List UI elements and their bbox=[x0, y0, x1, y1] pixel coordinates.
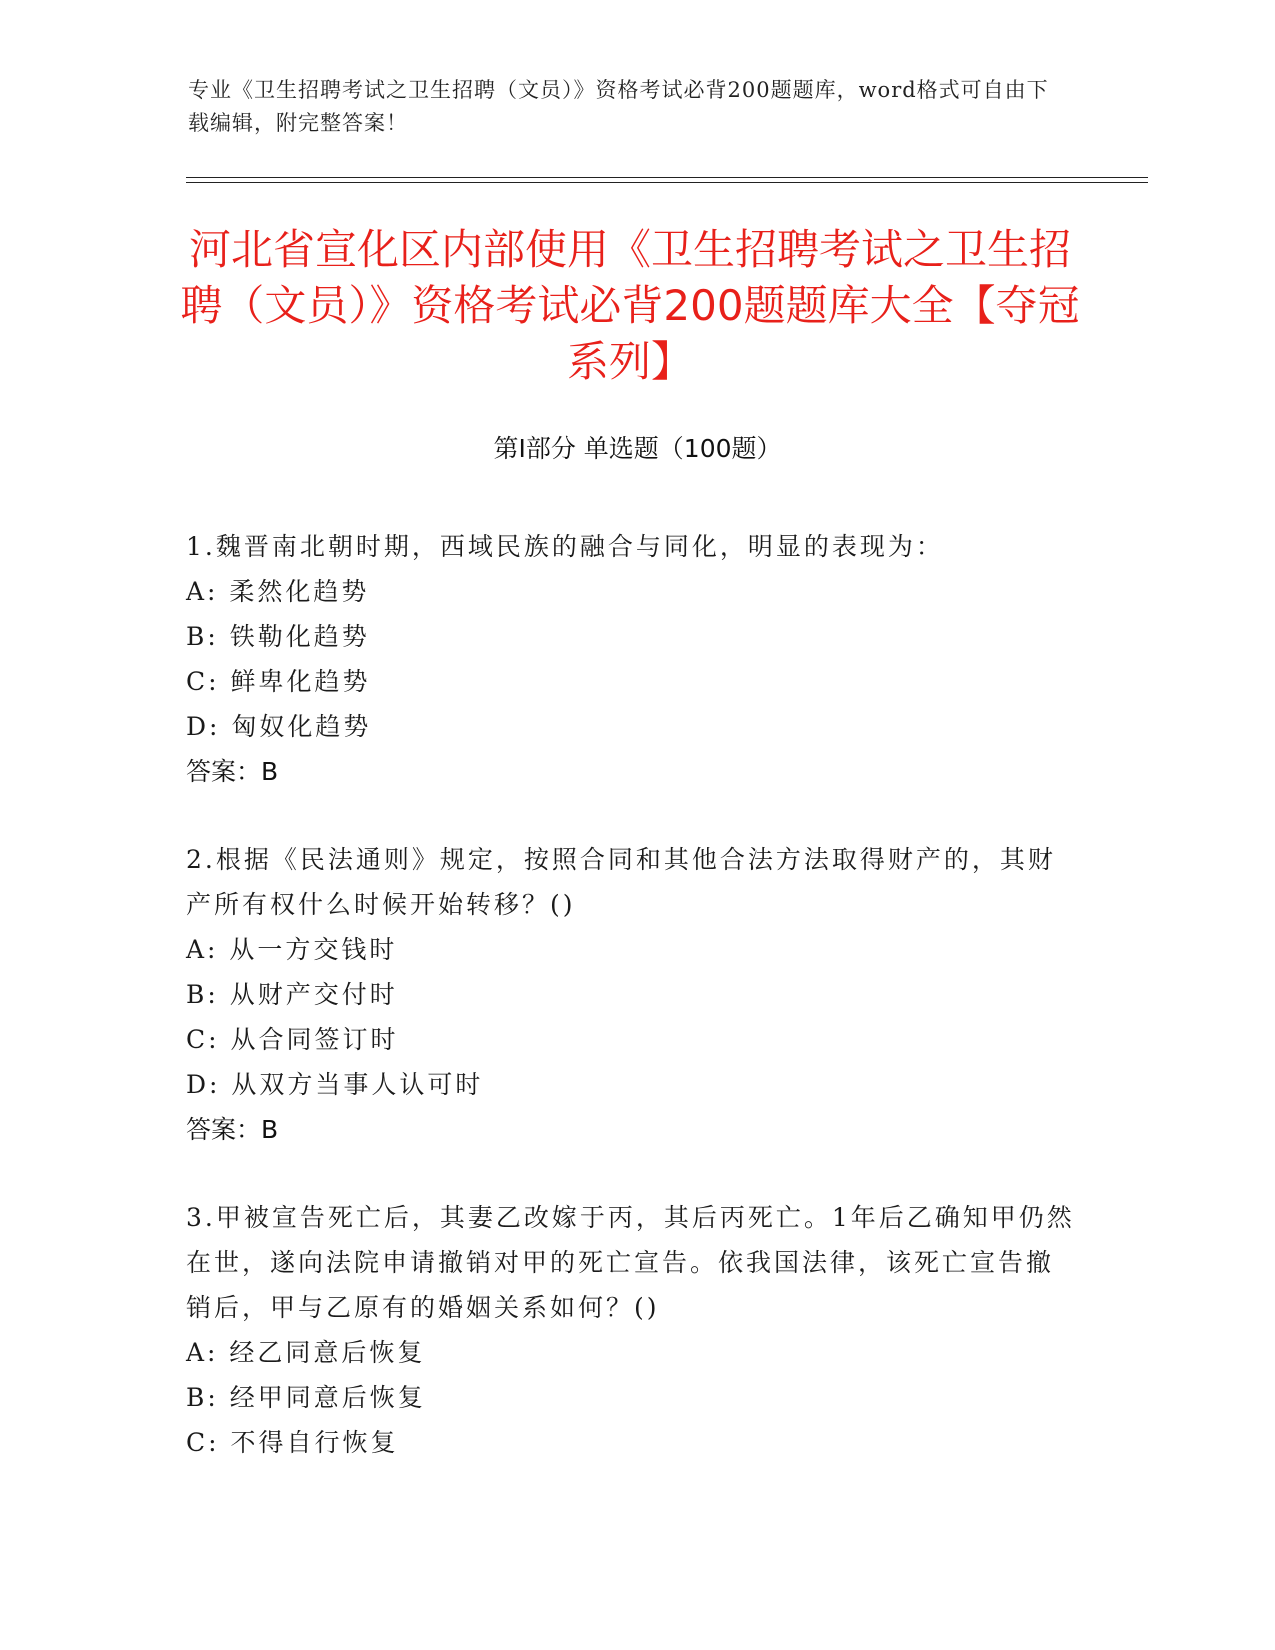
header-note: 专业《卫生招聘考试之卫生招聘（文员）》资格考试必背200题题库，word格式可自由下载编辑，附完整答案！ bbox=[188, 78, 1049, 135]
option-b: B: 经甲同意后恢复 bbox=[186, 1383, 426, 1412]
option-d: D: 匈奴化趋势 bbox=[186, 712, 372, 741]
question-text: 2.根据《民法通则》规定，按照合同和其他合法方法取得财产的，其财产所有权什么时候开始转移？() bbox=[186, 845, 1056, 919]
question-2 bbox=[186, 837, 1076, 1152]
section-title: 第Ⅰ部分 单选题（100题） bbox=[493, 434, 782, 463]
option-b: B: 从财产交付时 bbox=[186, 980, 398, 1009]
question-text: 1.魏晋南北朝时期，西域民族的融合与同化，明显的表现为： bbox=[186, 532, 944, 561]
option-c: C: 鲜卑化趋势 bbox=[186, 667, 371, 696]
question-3 bbox=[186, 1195, 1076, 1465]
question-list bbox=[186, 524, 1076, 1508]
option-a: A: 柔然化趋势 bbox=[186, 577, 370, 606]
header-divider-top bbox=[186, 177, 1148, 178]
question-text: 3.甲被宣告死亡后，其妻乙改嫁于丙，其后丙死亡。1年后乙确知甲仍然在世，遂向法院申请撤销对甲的死亡宣告。依我国法律，该死亡宣告撤销后，甲与乙原有的婚姻关系如何？() bbox=[186, 1203, 1075, 1322]
header-divider-bottom bbox=[186, 182, 1148, 183]
option-a: A: 从一方交钱时 bbox=[186, 935, 398, 964]
option-c: C: 从合同签订时 bbox=[186, 1025, 399, 1054]
option-a: A: 经乙同意后恢复 bbox=[186, 1338, 426, 1367]
option-d: D: 从双方当事人认可时 bbox=[186, 1070, 484, 1099]
option-c: C: 不得自行恢复 bbox=[186, 1428, 399, 1457]
answer: 答案：B bbox=[186, 1115, 279, 1144]
option-b: B: 铁勒化趋势 bbox=[186, 622, 370, 651]
document-title: 河北省宣化区内部使用《卫生招聘考试之卫生招聘（文员）》资格考试必背200题题库大全【夺冠系列】 bbox=[180, 225, 1080, 386]
answer: 答案：B bbox=[186, 757, 279, 786]
question-1 bbox=[186, 524, 1076, 794]
